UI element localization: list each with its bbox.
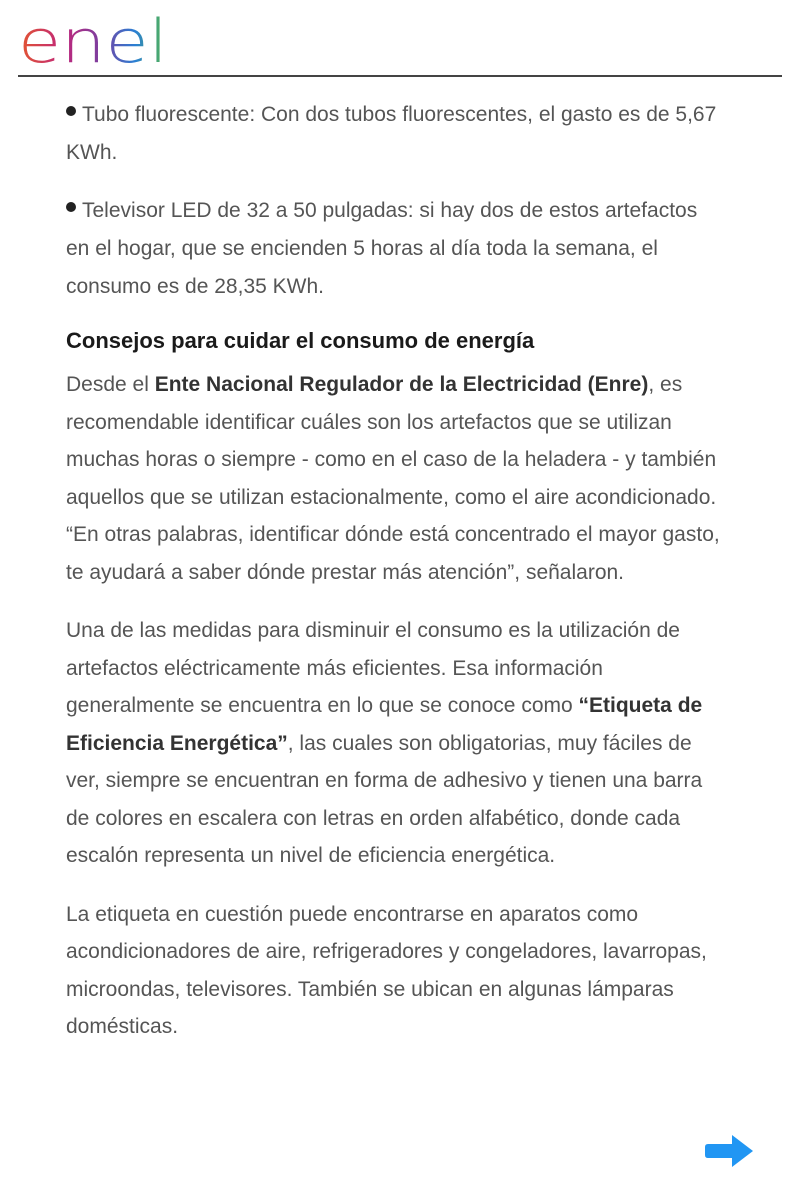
page-header	[18, 0, 782, 77]
paragraph-text: Desde el	[66, 373, 155, 396]
enel-logo-graphic	[18, 6, 178, 68]
section-heading: Consejos para cuidar el consumo de energía	[66, 328, 535, 353]
enel-logo[interactable]	[18, 6, 178, 68]
article-body	[66, 96, 726, 1067]
arrow-right-icon	[704, 1132, 756, 1170]
logo-text: enel	[18, 7, 168, 68]
bullet-icon	[66, 106, 76, 116]
paragraph-text: Una de las medidas para disminuir el consumo es la utilización de artefactos eléctricamente más eficientes. Esa información generalmente se encuentra en lo que se conoce como	[66, 619, 680, 717]
next-page-button[interactable]	[704, 1132, 756, 1170]
paragraph	[66, 612, 726, 875]
bullet-icon	[66, 202, 76, 212]
list-item	[66, 96, 726, 172]
bold-text: “Etiqueta de Eficiencia Energética”	[66, 694, 703, 755]
list-item	[66, 192, 726, 306]
list-item-text: Televisor LED de 32 a 50 pulgadas: si hay dos de estos artefactos en el hogar, que se encienden 5 horas al día toda la semana, el consumo es de 28,35 KWh.	[66, 199, 698, 298]
paragraph-text: , es recomendable identificar cuáles son los artefactos que se utilizan muchas horas o siempre - como en el caso de la heladera - y también aquellos que se utilizan estacionalmente, como el aire acondicionado. “En otras palabras, identificar dónde está concentrado el mayor gasto, te ayudará a saber dónde prestar más atención”, señalaron.	[66, 373, 720, 584]
list-item-text: Tubo fluorescente: Con dos tubos fluorescentes, el gasto es de 5,67 KWh.	[66, 103, 717, 164]
paragraph-text: , las cuales son obligatorias, muy fáciles de ver, siempre se encuentran en forma de adhesivo y tienen una barra de colores en escalera con letras en orden alfabético, donde cada escalón representa un nivel de eficiencia energética.	[66, 731, 703, 867]
bold-text: Ente Nacional Regulador de la Electricidad (Enre)	[154, 373, 649, 396]
paragraph: La etiqueta en cuestión puede encontrarse en aparatos como acondicionadores de aire, refrigeradores y congeladores, lavarropas, microondas, televisores. También se ubican en algunas lámparas domésticas.	[66, 902, 707, 1038]
paragraph	[66, 366, 726, 591]
